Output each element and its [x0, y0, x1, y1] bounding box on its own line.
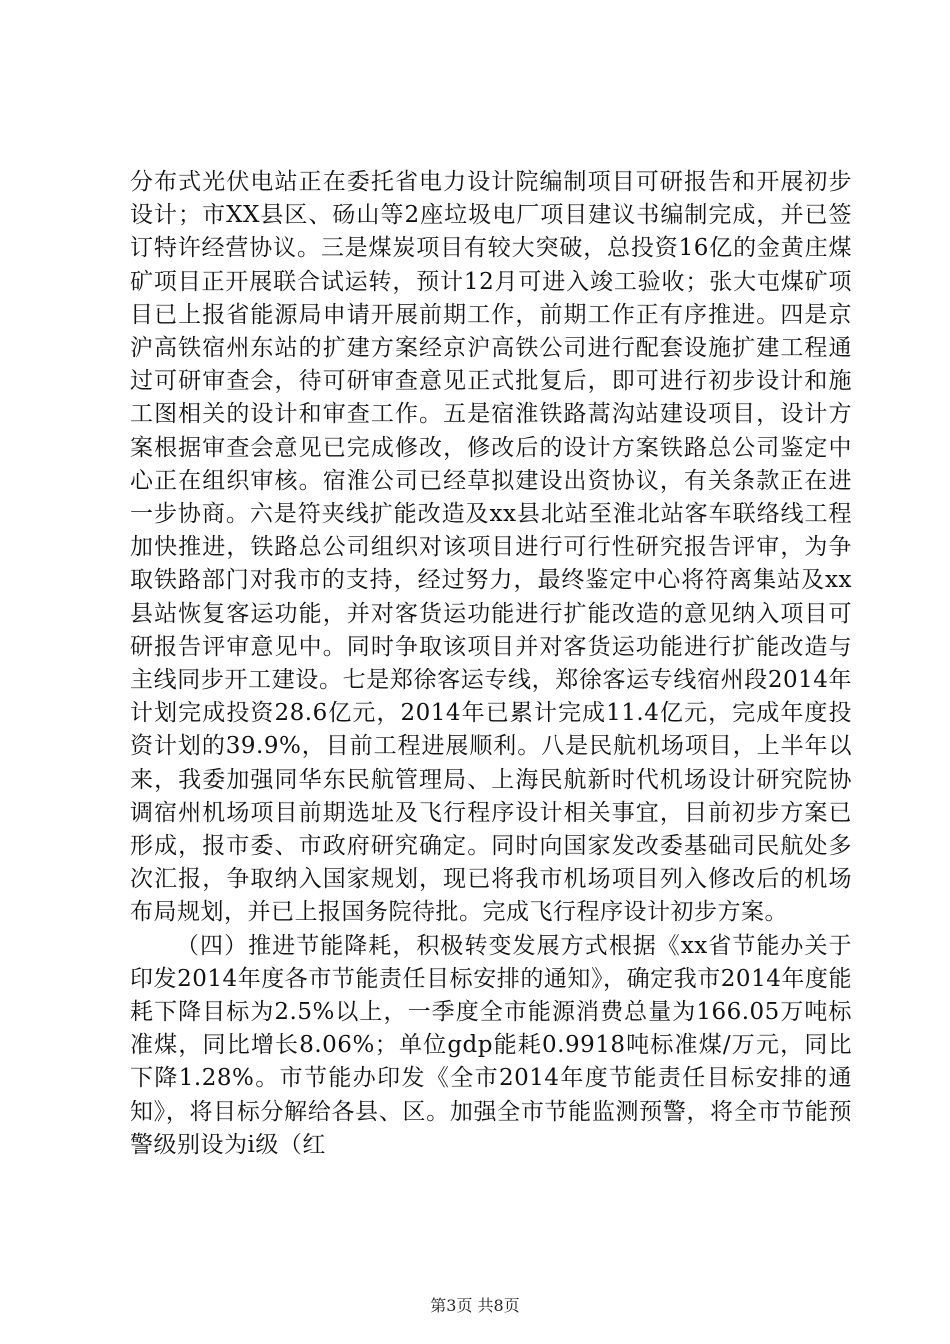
- page-number: 第3页 共8页: [430, 1296, 520, 1315]
- page-footer: [0, 1296, 950, 1316]
- paragraph-continued: 分布式光伏电站正在委托省电力设计院编制项目可研报告和开展初步设计；市XX县区、砀山等2座垃圾电厂项目建议书编制完成，并已签订特许经营协议。三是煤炭项目有较大突破，总投资16亿的金黄庄煤矿项目正开展联合试运转，预计12月可进入竣工验收；张大屯煤矿项目已上报省能源局申请开展前期工作，前期工作正有序推进。四是京沪高铁宿州东站的扩建方案经京沪高铁公司进行配套设施扩建工程通过可研审查会，待可研审查意见正式批复后，即可进行初步设计和施工图相关的设计和审查工作。五是宿淮铁路蒿沟站建设项目，设计方案根据审查会意见已完成修改，修改后的设计方案铁路总公司鉴定中心正在组织审核。宿淮公司已经草拟建设出资协议，有关条款正在进一步协商。六是符夹线扩能改造及xx县北站至淮北站客车联络线工程加快推进，铁路总公司组织对该项目进行可行性研究报告评审，为争取铁路部门对我市的支持，经过努力，最终鉴定中心将符离集站及xx县站恢复客运功能，并对客货运功能进行扩能改造的意见纳入项目可研报告评审意见中。同时争取该项目并对客货运功能进行扩能改造与主线同步开工建设。七是郑徐客运专线，郑徐客运专线宿州段2014年计划完成投资28.6亿元，2014年已累计完成11.4亿元，完成年度投资计划的39.9%，目前工程进展顺利。八是民航机场项目，上半年以来，我委加强同华东民航管理局、上海民航新时代机场设计研究院协调宿州机场项目前期选址及飞行程序设计相关事宜，目前初步方案已形成，报市委、市政府研究确定。同时向国家发改委基础司民航处多次汇报，争取纳入国家规划，现已将我市机场项目列入修改后的机场布局规划，并已上报国务院待批。完成飞行程序设计初步方案。: [130, 169, 852, 926]
- document-body: [130, 166, 852, 1162]
- paragraph-energy-saving: （四）推进节能降耗，积极转变发展方式根据《xx省节能办关于印发2014年度各市节能责任目标安排的通知》，确定我市2014年度能耗下降目标为2.5%以上，一季度全市能源消费总量为166.05万吨标准煤，同比增长8.06%；单位gdp能耗0.9918吨标准煤/万元，同比下降1.28%。市节能办印发《全市2014年度节能责任目标安排的通知》，将目标分解给各县、区。加强全市节能监测预警，将全市节能预警级别设为i级（红: [130, 932, 852, 1158]
